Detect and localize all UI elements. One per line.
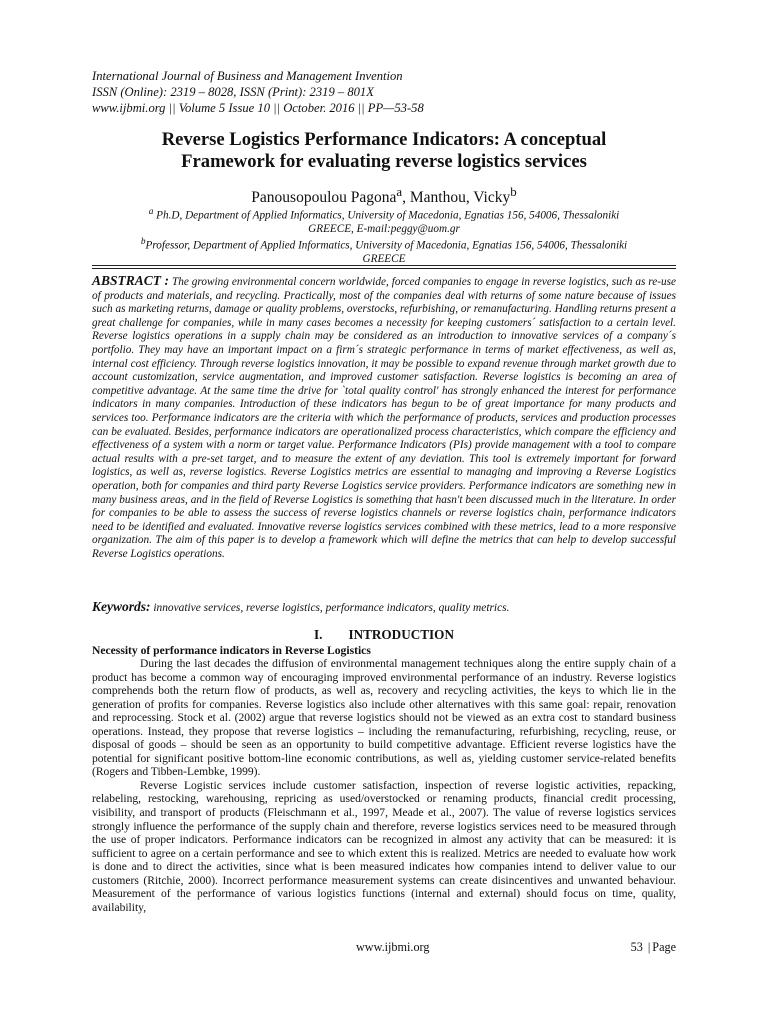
page-label: Page [652,940,676,954]
author-superscript: b [510,184,517,199]
keywords-label: Keywords: [92,599,151,614]
journal-header [92,68,692,116]
paper-title [92,129,676,173]
keywords-text: innovative services, reverse logistics, performance indicators, quality metrics. [150,602,510,614]
keywords [92,599,676,616]
paper-title-line-1: Reverse Logistics Performance Indicators: A conceptual [161,129,607,150]
paper-title-line-2: Framework for evaluating reverse logistics services [181,151,587,172]
journal-name: International Journal of Business and Management Invention [92,69,403,83]
affiliations [92,206,676,266]
abstract [92,274,676,561]
author-superscript: a [396,184,403,199]
affiliation-text: Professor, Department of Applied Informatics, University of Macedonia, Egnatias 156, 54006, Thessaloniki [145,239,628,252]
affiliation-b-continued: GREECE [362,253,406,266]
body-paragraph: During the last decades the diffusion of environmental management techniques along the entire supply chain of a product has become a common way of encouraging improved environmental performance of an industry. Reverse logistics comprehends both the return flow of products, as well as, recovery and recycling activities, the keys to which lie in the generation of profits for companies. Reverse logistics also include other alternatives with this same goal: repair, renovation and reprocessing. Stock et al. (2002) argue that reverse logistics should not be viewed as an extra cost to standard business operations. Instead, they propose that reverse logistics – including the remanufacturing, refurbishing, recycling, reuse, or disposal of goods – should be seen as an opportunity to build competitive advantage. Efficient reverse logistics have the potential for significant positive bottom-line economic contributions, as well as, yielding customer service-related benefits (Rogers and Tibben-Lembke, 1999). [92,658,676,779]
footer-url[interactable]: www.ijbmi.org [356,940,430,954]
journal-volume-line: www.ijbmi.org || Volume 5 Issue 10 || October. 2016 || PP—53-58 [92,101,424,115]
abstract-text: The growing environmental concern worldwide, forced companies to engage in reverse logistics, such as re-use of products and materials, and recycling. Practically, most of the companies deal with returns of some nature because of issues such as marketing returns, damage or quality problems, overstocks, refurbishing, or remanufacturing. Handling returns present a great challenge for companies, while in many cases becomes a necessity for keeping customers´ satisfaction to a certain level. Reverse logistics operations in a supply chain may be considered as an introduction to innovative services of a company´s portfolio. They may have an important impact on a firm´s strategic performance in terms of market effectiveness, as well as, internal cost efficiency. Through reverse logistics innovation, it may be possible to expand revenue through market growth due to account customization, service augmentation, and improved customer satisfaction. Reverse logistics is becoming an area of competitive advantage. At the same time the drive for `total quality control' has strongly enhanced the interest for performance indicators in many companies. Introduction of these indicators has begun to be of great importance for many products and services too. Performance indicators are the criteria with which the performance of products, services and production processes can be evaluated. Besides, performance indicators are operationalized process characteristics, which compare the efficiency and effectiveness of a system with a norm or target value. Performance Indicators (PIs) provide management with a tool to compare actual results with a pre-set target, and to measure the extent of any deviation. This tool is extremely important for forward logistics, as well as, reverse logistics. Reverse Logistics metrics are essential to managing and improving a Reverse Logistics operation, both for companies and third party Reverse Logistics service providers. Performance indicators are something new in many business areas, and in the field of Reverse Logistics is something that hasn't been discussed much in the literature. In order for companies to be able to assess the success of reverse logistics channels or reverse logistics chain, performance indicators need to be identified and evaluated. Innovative reverse logistics services combined with these metrics, lead to a more responsive organization. The aim of this paper is to develop a framework which will define the metrics that can help to develop successful Reverse Logistics operations. [92,276,676,560]
body-paragraph: Reverse Logistic services include customer satisfaction, inspection of reverse logistic activities, repacking, relabeling, restocking, warehousing, repricing as used/overstocked or renaming products, financial credit processing, visibility, and transport of products (Fleischmann et al., 1997, Meade et al., 2007). The value of reverse logistics services strongly influence the performance of the supply chain and therefore, reverse logistics services need to be measured through the use of proper indicators. Performance indicators can be recognized in almost any activity that can be measured: it is sufficient to agree on a certain performance and see to which extent this is realized. Metrics are needed to evaluate how work is done and to direct the activities, since what is been measured indicates how companies intend to deliver value to our customers (Ritchie, 2000). Incorrect performance measurement systems can create disincentives and unwanted behaviour. Measurement of the performance of various logistics functions (internal and external) should focus on time, quality, availability, [92,779,676,914]
section-title: INTRODUCTION [348,627,454,642]
abstract-divider-top [92,265,676,266]
affiliation-text: Ph.D, Department of Applied Informatics, University of Macedonia, Egnatias 156, 54006, Thessaloniki [153,209,620,222]
subsection-heading: Necessity of performance indicators in Reverse Logistics [92,644,371,657]
footer-page-number [631,939,676,955]
author-name: Panousopoulou Pagona [251,189,397,207]
author-name: Manthou, Vicky [409,189,511,207]
section-number: I. [314,627,323,642]
author-list [92,182,676,208]
author-separator: , [402,189,410,207]
abstract-divider-bottom [92,268,676,269]
body-text [92,658,676,915]
affiliation-a [92,206,676,223]
affiliation-superscript: b [140,237,146,248]
section-heading [92,627,676,643]
journal-issn: ISSN (Online): 2319 – 8028, ISSN (Print): 2319 – 801X [92,85,374,99]
affiliation-b [92,236,676,253]
affiliation-superscript: a [148,207,154,217]
page-separator: | [647,940,651,954]
page-number: 53 [630,940,643,954]
page-footer [92,939,676,957]
abstract-label: ABSTRACT : [92,273,170,288]
affiliation-a-continued: GREECE, E-mail:peggy@uom.gr [308,222,460,235]
